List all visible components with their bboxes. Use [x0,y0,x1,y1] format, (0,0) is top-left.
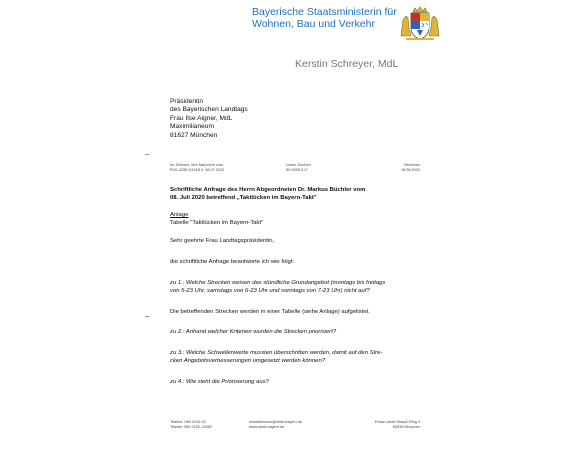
question-line: zu 1.: Welche Strecken weisen das stündliche Grundangebot (montags bis freitags [170,280,386,286]
question-3 [170,349,382,366]
reference-label: Ihr Zeichen, Ihre Nachricht vom [170,163,223,167]
footer-city: 80539 München [392,425,420,430]
question-line: cken Angebotsverbesserungen umgesetzt werden können? [170,358,326,365]
answer-1: Die betreffenden Strecken werden in einer Tabelle (siehe Anlage) aufgelistet. [170,309,370,315]
ministry-name-line2: Wohnen, Bau und Verkehr [252,18,375,30]
footer-phone: Telefon: 089 2192-02 [170,420,206,424]
address-line: des Bayerischen Landtags [170,106,248,114]
intro-paragraph: die schriftliche Anfrage beantworte ich wie folgt: [170,259,295,265]
fold-mark: – [145,312,150,321]
reference-value: 83-0005.3-2/ [286,168,308,172]
reference-value: PI/G-4255.3/1518 II, 08.07.2020 [170,168,225,172]
reference-ours [286,163,311,173]
recipient-address [170,98,248,140]
ministry-name-line1: Bayerische Staatsministerin für [252,6,397,18]
letter-subject [170,186,365,203]
address-line: 81627 München [170,131,218,139]
reference-yours [170,163,224,173]
footer-fax: Telefax: 089 2192-13350 [170,425,212,430]
address-line: Maximilianeum [170,123,214,131]
fold-mark: – [145,150,150,159]
footer-contact-block [249,420,302,430]
footer-address-block [336,420,420,430]
question-line: zu 3.: Welche Schwellenwerte mussten überschritten werden, damit auf den Stre- [170,350,383,356]
attachment-text: Tabelle "Taktlücken im Bayern-Takt" [170,220,264,226]
reference-label: Unser Zeichen [286,163,311,167]
attachment-label: Anlage [170,212,189,218]
footer-phone-block [170,420,212,430]
question-line: von 5-23 Uhr, samstags von 6-23 Uhr und sonntags von 7-23 Uhr) nicht auf? [170,288,370,295]
address-line: Frau Ilse Aigner, MdL [170,114,233,122]
bavarian-coat-of-arms-icon [400,6,440,42]
question-2: zu 2.: Anhand welcher Kriterien wurden die Strecken priorisiert? [170,329,337,335]
minister-name: Kerstin Schreyer, MdL [295,58,399,70]
salutation: Sehr geehrte Frau Landtagspräsidentin, [170,238,275,244]
subject-line: Schriftliche Anfrage des Herrn Abgeordneten Dr. Markus Büchler vom [170,187,366,193]
ministry-name [252,6,397,30]
reference-value: 18.08.2020 [400,168,420,172]
question-1 [170,279,385,296]
reference-label: München [404,163,420,167]
footer-street: Franz-Josef-Strauß-Ring 4 [375,420,420,424]
footer-email: ministerbuero@stmb.bayern.de [249,420,303,424]
subject-line: 08. Juli 2020 betreffend „Taktlücken im Bayern-Takt" [170,195,317,202]
reference-date [362,163,420,173]
question-4: zu 4.: Wie sieht die Priorisierung aus? [170,379,269,385]
footer-web: www.stmb.bayern.de [249,425,285,430]
address-line: Präsidentin [170,98,203,105]
